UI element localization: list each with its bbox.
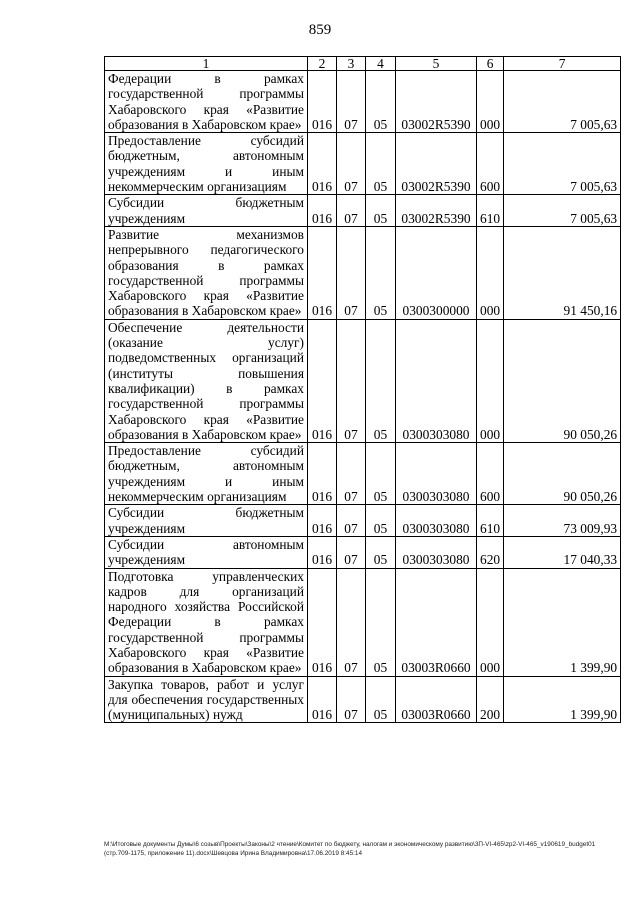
header-row xyxy=(105,57,621,71)
row-col-2: 016 xyxy=(308,195,337,227)
header-cell-7: 7 xyxy=(504,57,621,71)
row-col-6: 610 xyxy=(477,505,504,537)
row-name: Субсидии автономным учреждениям xyxy=(105,536,308,568)
row-name: Развитие механизмов непрерывного педагогического образования в рамках государственной программы Хабаровского края «Развитие образования в Хабаровском крае» xyxy=(105,226,308,319)
page-number: 859 xyxy=(308,22,332,38)
table-row xyxy=(105,71,621,133)
row-code: 0300303080 xyxy=(396,443,477,505)
header-cell-5: 5 xyxy=(396,57,477,71)
row-name: Закупка товаров, работ и услуг для обеспечения государственных (муниципальных) нужд xyxy=(105,676,308,723)
table-row xyxy=(105,226,621,319)
table-row xyxy=(105,133,621,195)
table-row xyxy=(105,536,621,568)
row-name: Обеспечение деятельности (оказание услуг) подведомственных организаций (институты повышения квалификации) в рамках государственной программы Хабаровского края «Развитие образования в Хабаровском крае» xyxy=(105,319,308,442)
budget-table xyxy=(104,56,621,723)
row-col-4: 05 xyxy=(366,505,396,537)
row-amount: 90 050,26 xyxy=(504,319,621,442)
row-col-6: 600 xyxy=(477,443,504,505)
table-row xyxy=(105,319,621,442)
row-col-2: 016 xyxy=(308,226,337,319)
row-col-6: 620 xyxy=(477,536,504,568)
row-col-3: 07 xyxy=(337,676,366,723)
row-amount: 7 005,63 xyxy=(504,133,621,195)
row-col-4: 05 xyxy=(366,195,396,227)
row-code: 03003R0660 xyxy=(396,568,477,676)
row-name: Федерации в рамках государственной программы Хабаровского края «Развитие образования в Хабаровском крае» xyxy=(105,71,308,133)
row-col-2: 016 xyxy=(308,536,337,568)
row-col-6: 200 xyxy=(477,676,504,723)
row-col-6: 600 xyxy=(477,133,504,195)
header-cell-4: 4 xyxy=(366,57,396,71)
row-amount: 91 450,16 xyxy=(504,226,621,319)
row-col-4: 05 xyxy=(366,71,396,133)
row-amount: 7 005,63 xyxy=(504,71,621,133)
row-col-3: 07 xyxy=(337,133,366,195)
row-col-3: 07 xyxy=(337,319,366,442)
row-name: Предоставление субсидий бюджетным, автономным учреждениям и иным некоммерческим организациям xyxy=(105,133,308,195)
row-code: 03002R5390 xyxy=(396,71,477,133)
row-col-4: 05 xyxy=(366,319,396,442)
row-col-4: 05 xyxy=(366,536,396,568)
row-col-2: 016 xyxy=(308,71,337,133)
table-row xyxy=(105,505,621,537)
row-col-6: 000 xyxy=(477,71,504,133)
table-row xyxy=(105,568,621,676)
row-col-4: 05 xyxy=(366,226,396,319)
row-col-2: 016 xyxy=(308,319,337,442)
header-cell-1: 1 xyxy=(105,57,308,71)
row-col-6: 000 xyxy=(477,568,504,676)
row-amount: 90 050,26 xyxy=(504,443,621,505)
row-amount: 17 040,33 xyxy=(504,536,621,568)
row-col-3: 07 xyxy=(337,71,366,133)
row-col-2: 016 xyxy=(308,505,337,537)
row-col-3: 07 xyxy=(337,443,366,505)
row-code: 0300303080 xyxy=(396,319,477,442)
table-row xyxy=(105,443,621,505)
header-cell-2: 2 xyxy=(308,57,337,71)
row-name: Субсидии бюджетным учреждениям xyxy=(105,195,308,227)
row-amount: 1 399,90 xyxy=(504,568,621,676)
row-col-3: 07 xyxy=(337,536,366,568)
file-path-footer: M:\Итоговые документы Думы\6 созыв\Проекты\Законы\2 чтение\Комитет по бюджету, налогам и экономическому развитию\3П-VI-465\zp2-VI-465_v190619_budget01 (стр.709-1175, приложение 11).docx\Шевцова Ирина Владимировна\17.06.2019 8:45:14 xyxy=(104,841,596,857)
row-code: 03002R5390 xyxy=(396,133,477,195)
row-amount: 1 399,90 xyxy=(504,676,621,723)
row-col-4: 05 xyxy=(366,443,396,505)
row-col-3: 07 xyxy=(337,568,366,676)
row-name: Субсидии бюджетным учреждениям xyxy=(105,505,308,537)
header-cell-6: 6 xyxy=(477,57,504,71)
row-col-2: 016 xyxy=(308,676,337,723)
row-code: 0300303080 xyxy=(396,505,477,537)
row-col-4: 05 xyxy=(366,568,396,676)
row-col-6: 000 xyxy=(477,319,504,442)
row-col-4: 05 xyxy=(366,676,396,723)
row-col-3: 07 xyxy=(337,226,366,319)
row-code: 03003R0660 xyxy=(396,676,477,723)
header-cell-3: 3 xyxy=(337,57,366,71)
row-amount: 7 005,63 xyxy=(504,195,621,227)
row-code: 03002R5390 xyxy=(396,195,477,227)
row-name: Предоставление субсидий бюджетным, автономным учреждениям и иным некоммерческим организациям xyxy=(105,443,308,505)
row-code: 0300303080 xyxy=(396,536,477,568)
row-col-2: 016 xyxy=(308,443,337,505)
row-amount: 73 009,93 xyxy=(504,505,621,537)
row-col-3: 07 xyxy=(337,505,366,537)
table-row xyxy=(105,195,621,227)
row-col-4: 05 xyxy=(366,133,396,195)
row-col-6: 610 xyxy=(477,195,504,227)
row-name: Подготовка управленческих кадров для организаций народного хозяйства Российской Федерации в рамках государственной программы Хабаровского края «Развитие образования в Хабаровском крае» xyxy=(105,568,308,676)
row-code: 0300300000 xyxy=(396,226,477,319)
table-row xyxy=(105,676,621,723)
row-col-2: 016 xyxy=(308,133,337,195)
row-col-3: 07 xyxy=(337,195,366,227)
row-col-6: 000 xyxy=(477,226,504,319)
row-col-2: 016 xyxy=(308,568,337,676)
